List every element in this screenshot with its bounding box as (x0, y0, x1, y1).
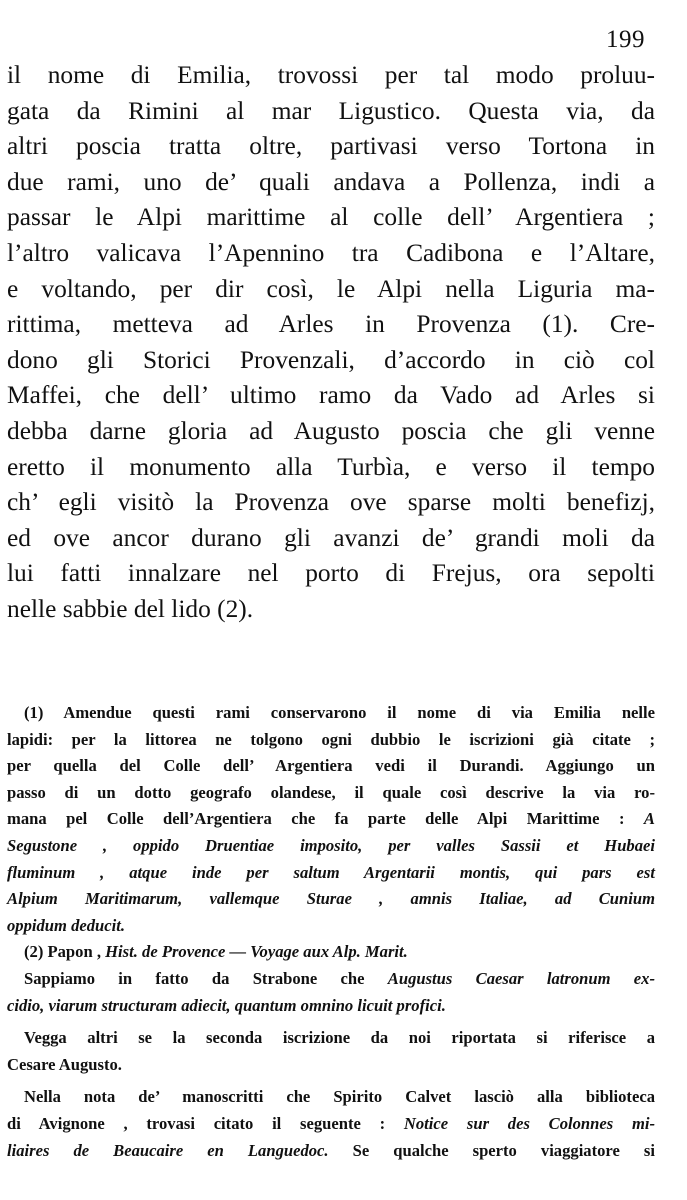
footnote-2 (7, 939, 655, 1164)
footnote-line: Vegga altri se la seconda iscrizione da noi riportata si riferisce a (24, 1028, 655, 1048)
footnote-text: (2) Papon , (24, 942, 101, 962)
footnote-line: lapidi: per la littorea ne tolgono ogni dubbio le iscrizioni già citate ; (7, 729, 655, 749)
text-line: il nome di Emilia, trovossi per tal modo proluu- (7, 61, 655, 89)
footnote-1 (7, 700, 655, 939)
text-line: ed ove ancor durano gli avanzi de’ grandi moli da (7, 523, 655, 552)
footnote-line: passo di un dotto geografo olandese, il quale così descrive la via ro- (7, 782, 655, 802)
footnote-text: mana pel Colle dell’Argentiera che fa parte delle Alpi Marittime : (7, 809, 625, 829)
footnote-latin: cidio, viarum structuram adiecit, quantum omnino licuit profici. (7, 995, 446, 1015)
footnote-line (7, 913, 655, 940)
text-line: due rami, uno de’ quali andava a Pollenza, indi a (7, 167, 655, 196)
footnote-title: Notice sur des Colonnes mi- (403, 1113, 655, 1133)
footnote-line (7, 993, 655, 1020)
footnote-line (7, 966, 655, 993)
footnote-line (7, 833, 655, 860)
footnote-line: Nella nota de’ manoscritti che Spirito Calvet lasciò alla biblioteca (24, 1087, 655, 1107)
footnote-line (7, 1138, 655, 1165)
text-line: debba darne gloria ad Augusto poscia che gli venne (7, 416, 655, 445)
text-line: altri poscia tratta oltre, partivasi verso Tortona in (7, 132, 655, 161)
text-line: rittima, metteva ad Arles in Provenza (1). Cre- (7, 310, 655, 339)
text-line: gata da Rimini al mar Ligustico. Questa via, da (7, 96, 655, 125)
footnote-latin: fluminum , atque inde per saltum Argentarii montis, qui pars est (7, 862, 655, 882)
footnote-text: Se qualche sperto viaggiatore si (352, 1140, 655, 1160)
text-line: nelle sabbie del lido (2). (7, 594, 254, 623)
footnote-latin: Segustone , oppido Druentiae imposito, per valles Sassii et Hubaei (7, 835, 655, 855)
footnote-line (7, 886, 655, 913)
text-line: dono gli Storici Provenzali, d’accordo in ciò col (7, 345, 655, 374)
page-number: 199 (606, 26, 645, 53)
footnote-title: liaires de Beaucaire en Languedoc. (7, 1140, 329, 1160)
footnote-latin: oppidum deducit. (7, 915, 126, 935)
footnote-text: Sappiamo in fatto da Strabone che (24, 968, 365, 988)
footnote-line: Cesare Augusto. (7, 1054, 122, 1074)
footnote-title: Hist. de Provence — Voyage aux Alp. Marit. (105, 942, 408, 962)
footnotes (7, 700, 655, 1164)
footnote-line (7, 1111, 655, 1138)
text-line: eretto il monumento alla Turbìa, e verso il tempo (7, 452, 655, 481)
footnote-latin: Alpium Maritimarum, vallemque Sturae , amnis Italiae, ad Cunium (7, 889, 655, 909)
footnote-paragraph (7, 1025, 655, 1078)
footnote-latin: A (643, 809, 655, 829)
footnote-line (7, 806, 655, 833)
footnote-line (7, 860, 655, 887)
text-line: passar le Alpi marittime al colle dell’ Argentiera ; (7, 203, 655, 232)
footnote-text: di Avignone , trovasi citato il seguente : (7, 1113, 386, 1133)
main-text (7, 58, 655, 628)
footnote-line (7, 939, 655, 966)
footnote-paragraph (7, 1084, 655, 1164)
text-line: Maffei, che dell’ ultimo ramo da Vado ad Arles si (7, 381, 655, 410)
footnote-line: per quella del Colle dell’ Argentiera vedi il Durandi. Aggiungo un (7, 756, 655, 776)
text-line: l’altro valicava l’Apennino tra Cadibona e l’Altare, (7, 238, 655, 267)
text-line: lui fatti innalzare nel porto di Frejus, ora sepolti (7, 559, 655, 588)
text-line: ch’ egli visitò la Provenza ove sparse molti benefizj, (7, 488, 655, 517)
text-line: e voltando, per dir così, le Alpi nella Liguria ma- (7, 274, 655, 303)
footnote-latin: Augustus Caesar latronum ex- (387, 968, 655, 988)
footnote-line: (1) Amendue questi rami conservarono il nome di via Emilia nelle (24, 703, 655, 722)
